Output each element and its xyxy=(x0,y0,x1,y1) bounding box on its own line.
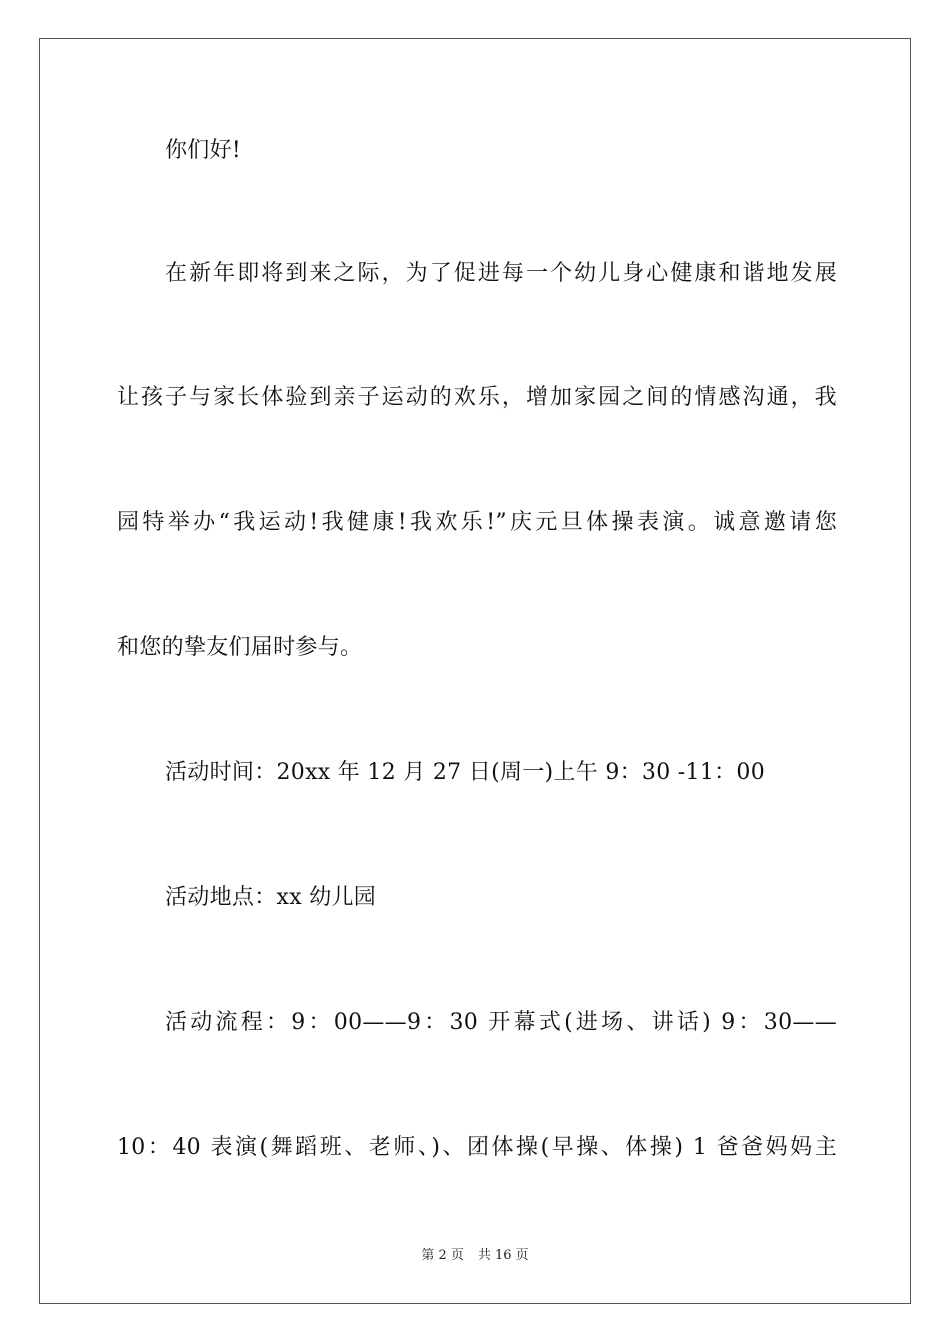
activity-flow-line-2: 10：40 表演(舞蹈班、老师、)、团体操(早操、体操) 1 爸爸妈妈主 xyxy=(117,1135,837,1160)
greeting-line: 你们好! xyxy=(165,138,242,163)
activity-time-line: 活动时间：20xx 年 12 月 27 日(周一)上午 9：30 -11：00 xyxy=(165,760,766,785)
paragraph-line-2: 让孩子与家长体验到亲子运动的欢乐，增加家园之间的情感沟通，我 xyxy=(117,385,837,410)
page-footer xyxy=(0,1248,950,1264)
paragraph-line-4: 和您的挚友们届时参与。 xyxy=(117,635,363,660)
page-number: 第 2 页 xyxy=(421,1248,464,1263)
page-frame xyxy=(39,38,911,1304)
activity-flow-line-1: 活动流程：9：00——9：30 开幕式(进场、讲话) 9：30—— xyxy=(165,1010,837,1035)
paragraph-line-1: 在新年即将到来之际，为了促进每一个幼儿身心健康和谐地发展 xyxy=(165,261,837,286)
paragraph-line-3: 园特举办“我运动!我健康!我欢乐!”庆元旦体操表演。诚意邀请您 xyxy=(117,510,837,535)
activity-place-line: 活动地点：xx 幼儿园 xyxy=(165,885,377,910)
page-total: 共 16 页 xyxy=(477,1248,529,1263)
